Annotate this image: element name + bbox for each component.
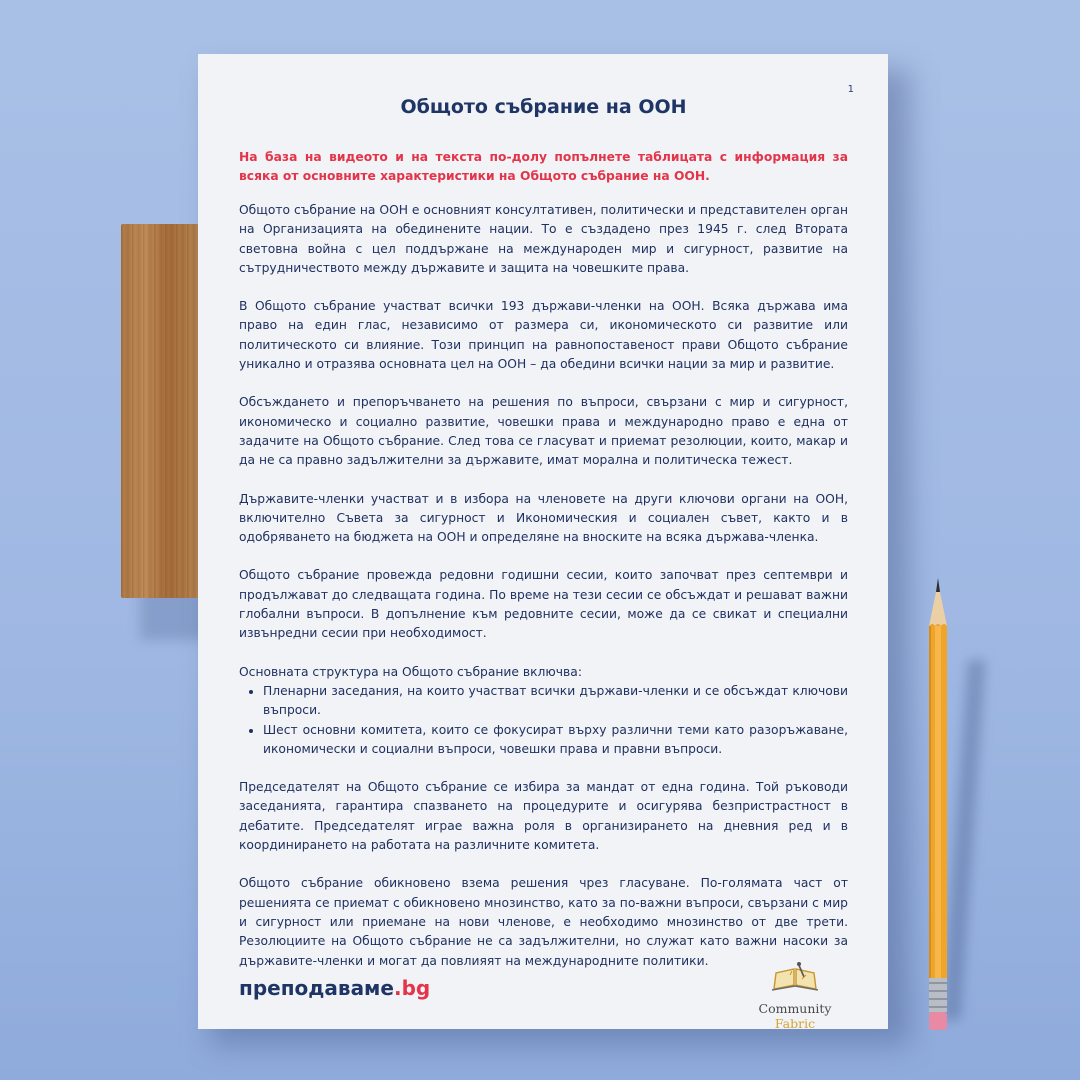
structure-list	[239, 682, 848, 759]
paragraph-functions: Обсъждането и препоръчването на решения по въпроси, свързани с мир и сигурност, икономическо и социално развитие, човешки права и международно право е една от задачите на Общото събрание. След това се гласуват и приемат резолюции, които, макар и да не са правно задължителни за държавите, имат морална и политическа тежест.	[239, 395, 848, 468]
page-number: 1	[847, 84, 854, 95]
paragraph-voting: Общото събрание обикновено взема решения чрез гласуване. По-голямата част от решенията се приемат с обикновено мнозинство, като за по-важни въпроси, свързани с мир и сигурност или приемане на нови членове, е необходимо мнозинство от две трети. Резолюциите на Общото събрание не са задължителни, но служат като важни насоки за държавите-членки и могат да повлияят на международните политики.	[239, 876, 848, 968]
partner-word1: Community	[758, 1001, 832, 1016]
partner-word2: Fabric	[774, 1016, 816, 1031]
partner-name	[740, 1001, 850, 1031]
pencil-icon	[926, 578, 950, 1032]
list-item: • Шест основни комитета, които се фокусират върху различни теми като разоръжаване, икономически и социални въпроси, човешки права и правни въпроси.	[263, 721, 848, 760]
list-item: • Пленарни заседания, на които участват всички държави-членки и се обсъждат ключови въпроси.	[263, 682, 848, 721]
logo-site-tld: .bg	[393, 976, 431, 1000]
paragraph-members: В Общото събрание участват всички 193 държави-членки на ООН. Всяка държава има право на един глас, независимо от размера си, икономическото си развитие или политическото си влияние. Този принцип на равнопоставеност прави Общото събрание уникално и отразява основната цел на ООН – да обедини всички нации за мир и развитие.	[239, 299, 848, 372]
open-book-icon	[768, 959, 822, 995]
prepodavame-logo	[239, 976, 430, 1000]
community-fabric-logo	[740, 959, 850, 1031]
paragraph-intro: Общото събрание на ООН е основният консултативен, политически и представителен орган на Организацията на обединените нации. То е създадено през 1945 г. след Втората световна война с цел поддържане на международен мир и сигурност, развитие на сътрудничеството между държавите и защита на човешките права.	[239, 203, 848, 275]
instruction-text: На база на видеото и на текста по-долу попълнете таблицата с информация за всяка от основните характеристики на Общото събрание на ООН.	[239, 150, 848, 183]
logo-site-name: преподаваме	[239, 976, 394, 1000]
paragraph-elections: Държавите-членки участват и в избора на членовете на други ключови органи на ООН, включително Съвета за сигурност и Икономическия и социален съвет, както и в одобряването на бюджета на ООН и определяне на вноските на всяка държава-членка.	[239, 491, 848, 545]
paragraph-sessions: Общото събрание провежда редовни годишни сесии, които започват през септември и продължават до следващата година. По време на тези сесии се обсъждат и решават важни глобални въпроси. В допълнение към редовните сесии, може да се свикат и специални извънредни сесии при необходимост.	[239, 568, 848, 641]
wooden-block	[121, 224, 199, 598]
structure-intro: Основната структура на Общото събрание включва:	[239, 664, 582, 679]
page-title: Общото събрание на ООН	[400, 96, 687, 118]
document-page	[198, 54, 888, 1029]
paragraph-president: Председателят на Общото събрание се избира за мандат от една година. Той ръководи заседанията, гарантира спазването на процедурите и осигурява безпристрастност в дебатите. Председателят играе важна роля в организирането на дневния ред и в координирането на работата на различните комитета.	[239, 780, 848, 853]
